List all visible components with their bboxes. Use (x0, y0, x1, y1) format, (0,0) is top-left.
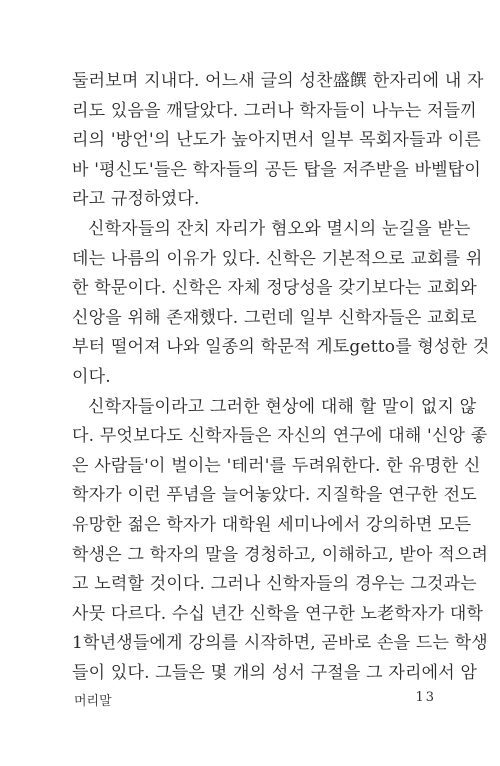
text-line: 리도 있음을 깨달았다. 그러나 학자들이 나누는 저들끼 (72, 101, 477, 121)
text-line: 신학자들이라고 그러한 현상에 대해 할 말이 없지 않 (88, 397, 477, 417)
text-line: 신앙을 위해 존재했다. 그런데 일부 신학자들은 교회로 (72, 308, 477, 328)
text-line: 부터 떨어져 나와 일종의 학문적 게토getto를 형성한 것 (72, 337, 490, 357)
text-line: 라고 규정하였다. (72, 189, 200, 209)
text-line: 고 노력할 것이다. 그러나 신학자들의 경우는 그것과는 (72, 574, 477, 594)
text-line: 은 사람들'이 벌이는 '테러'를 두려워한다. 한 유명한 신 (72, 456, 481, 476)
text-line: 들이 있다. 그들은 몇 개의 성서 구절을 그 자리에서 암 (72, 663, 478, 683)
text-line: 유망한 젊은 학자가 대학원 세미나에서 강의하면 모든 (72, 515, 472, 535)
text-line: 사뭇 다르다. 수십 년간 신학을 연구한 노老학자가 대학 (72, 604, 484, 624)
text-line: 한 학문이다. 신학은 자체 정당성을 갖기보다는 교회와 (72, 278, 477, 298)
text-line: 다. 무엇보다도 신학자들은 자신의 연구에 대해 '신앙 좋 (72, 426, 488, 446)
text-line: 데는 나름의 이유가 있다. 신학은 기본적으로 교회를 위 (72, 249, 483, 269)
text-line: 학자가 이런 푸념을 늘어놓았다. 지질학을 연구한 전도 (72, 485, 477, 505)
text-line: 둘러보며 지내다. 어느새 글의 성찬盛饌 한자리에 내 자 (72, 71, 484, 91)
text-line: 바 '평신도'들은 학자들의 공든 탑을 저주받을 바벨탑이 (72, 160, 482, 180)
text-line: 학생은 그 학자의 말을 경청하고, 이해하고, 받아 적으려 (72, 545, 489, 565)
running-footer-title: 머리말 (74, 694, 112, 709)
page-number: 13 (415, 690, 436, 705)
text-line: 리의 '방언'의 난도가 높아지면서 일부 목회자들과 이른 (72, 130, 482, 150)
text-line: 이다. (72, 367, 111, 387)
text-line: 신학자들의 잔치 자리가 혐오와 멸시의 눈길을 받는 (88, 219, 471, 239)
text-line: 1학년생들에게 강의를 시작하면, 곧바로 손을 드는 학생 (72, 633, 488, 653)
